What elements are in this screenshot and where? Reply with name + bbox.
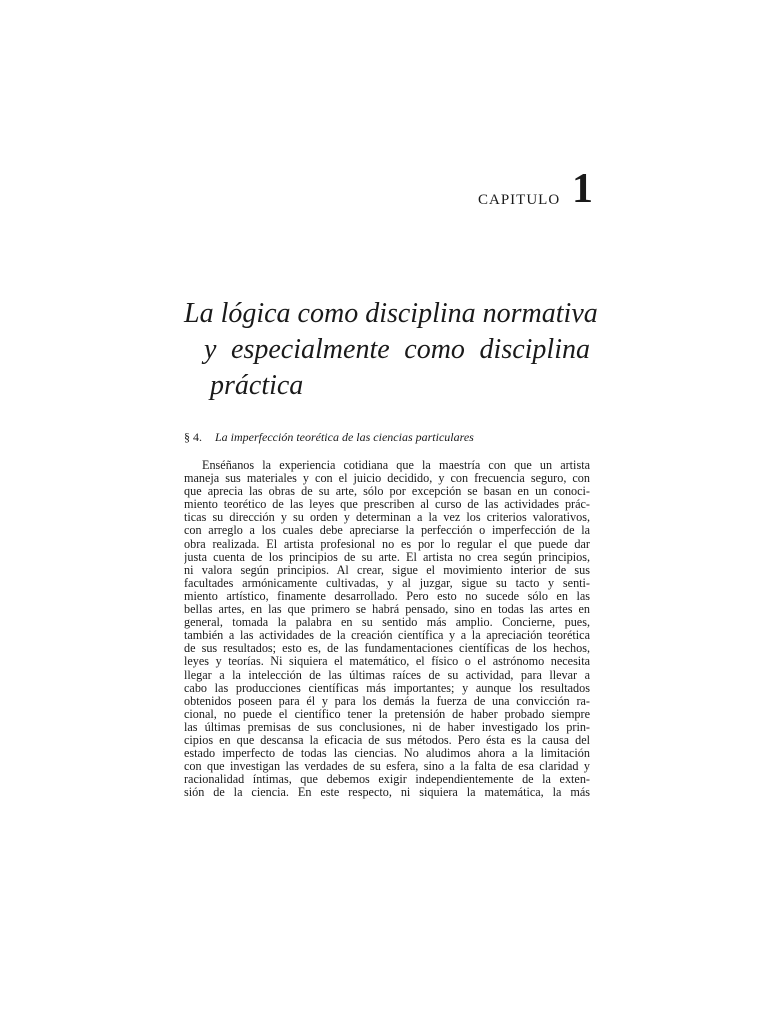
- body-line: cional, no puede el científico tener la pretensión de haber probado siempre: [184, 707, 590, 721]
- body-line: las últimas premisas de sus conclusiones, ni de haber investigado los prin-: [184, 720, 590, 734]
- chapter-title: [184, 296, 598, 404]
- body-line: leyes y teorías. Ni siquiera el matemático, el físico o el astrónomo necesita: [184, 655, 590, 669]
- body-line: ni valora según principios. Al crear, sigue el movimiento interior de sus: [184, 563, 590, 577]
- section-heading: [184, 430, 594, 445]
- body-line: también a las actividades de la creación científica y a la apreciación teorética: [184, 629, 590, 643]
- body-line: racionalidad íntimas, que debemos exigir independientemente de la exten-: [184, 773, 590, 787]
- body-paragraph: [184, 459, 590, 799]
- body-line: facultades armónicamente cultivadas, y al juzgar, sigue su tacto y senti-: [184, 576, 590, 590]
- body-line: llegar a la intelección de las últimas raíces de su actividad, para llevar a: [184, 668, 590, 682]
- body-line: sión de la ciencia. En este respecto, ni siquiera la matemática, la más: [184, 786, 590, 800]
- body-line: miento artístico, finamente desarrollado. Pero esto no sucede sólo en las: [184, 589, 590, 603]
- chapter-number: 1: [572, 166, 593, 212]
- body-line: con arreglo a los cuales debe apreciarse la perfección o imperfección de la: [184, 524, 590, 538]
- body-line: estado imperfecto de todas las ciencias. No aludimos ahora a la limitación: [184, 747, 590, 761]
- body-line: Enséñanos la experiencia cotidiana que la maestría con que un artista: [202, 459, 590, 472]
- chapter-title-line: y especialmente como disciplina: [204, 334, 590, 365]
- body-line: obtenidos poseen para él y para los demás la fuerza de una convicción ra-: [184, 694, 590, 708]
- body-line: bellas artes, en las que primero se habrá pensado, sino en todas las artes en: [184, 603, 590, 617]
- body-line: ticas su dirección y su orden y determinan a la vez los criterios valorativos,: [184, 511, 590, 525]
- section-number: § 4.: [184, 430, 202, 444]
- body-line: cabo las producciones científicas más importantes; y aunque los resultados: [184, 681, 590, 695]
- body-line: que aprecia las obras de su arte, sólo por excepción se basan en un conoci-: [184, 485, 590, 499]
- body-line: general, tomada la palabra en su sentido más amplio. Concierne, pues,: [184, 616, 590, 630]
- chapter-label: CAPITULO: [478, 192, 561, 208]
- body-line: obra realizada. El artista profesional no es por lo regular el que puede dar: [184, 537, 590, 551]
- chapter-heading: [470, 166, 593, 218]
- body-line: cipios en que descansa la eficacia de sus métodos. Pero ésta es la causa del: [184, 733, 590, 747]
- body-line: con que investigan las verdades de su esfera, sino a la falta de esa claridad y: [184, 760, 590, 774]
- body-line: de sus resultados; esto es, de las fundamentaciones científicas de los hechos,: [184, 642, 590, 656]
- body-line: justa cuenta de los principios de su arte. El artista no crea según principios,: [184, 550, 590, 564]
- chapter-title-line: práctica: [210, 370, 304, 401]
- chapter-title-line: La lógica como disciplina normativa: [184, 298, 598, 329]
- body-line: miento teorético de las leyes que prescriben al curso de las actividades prác-: [184, 498, 590, 512]
- section-title: La imperfección teorética de las ciencias particulares: [215, 430, 474, 444]
- body-line: maneja sus materiales y con el juicio decidido, y con frecuencia seguro, con: [184, 472, 590, 486]
